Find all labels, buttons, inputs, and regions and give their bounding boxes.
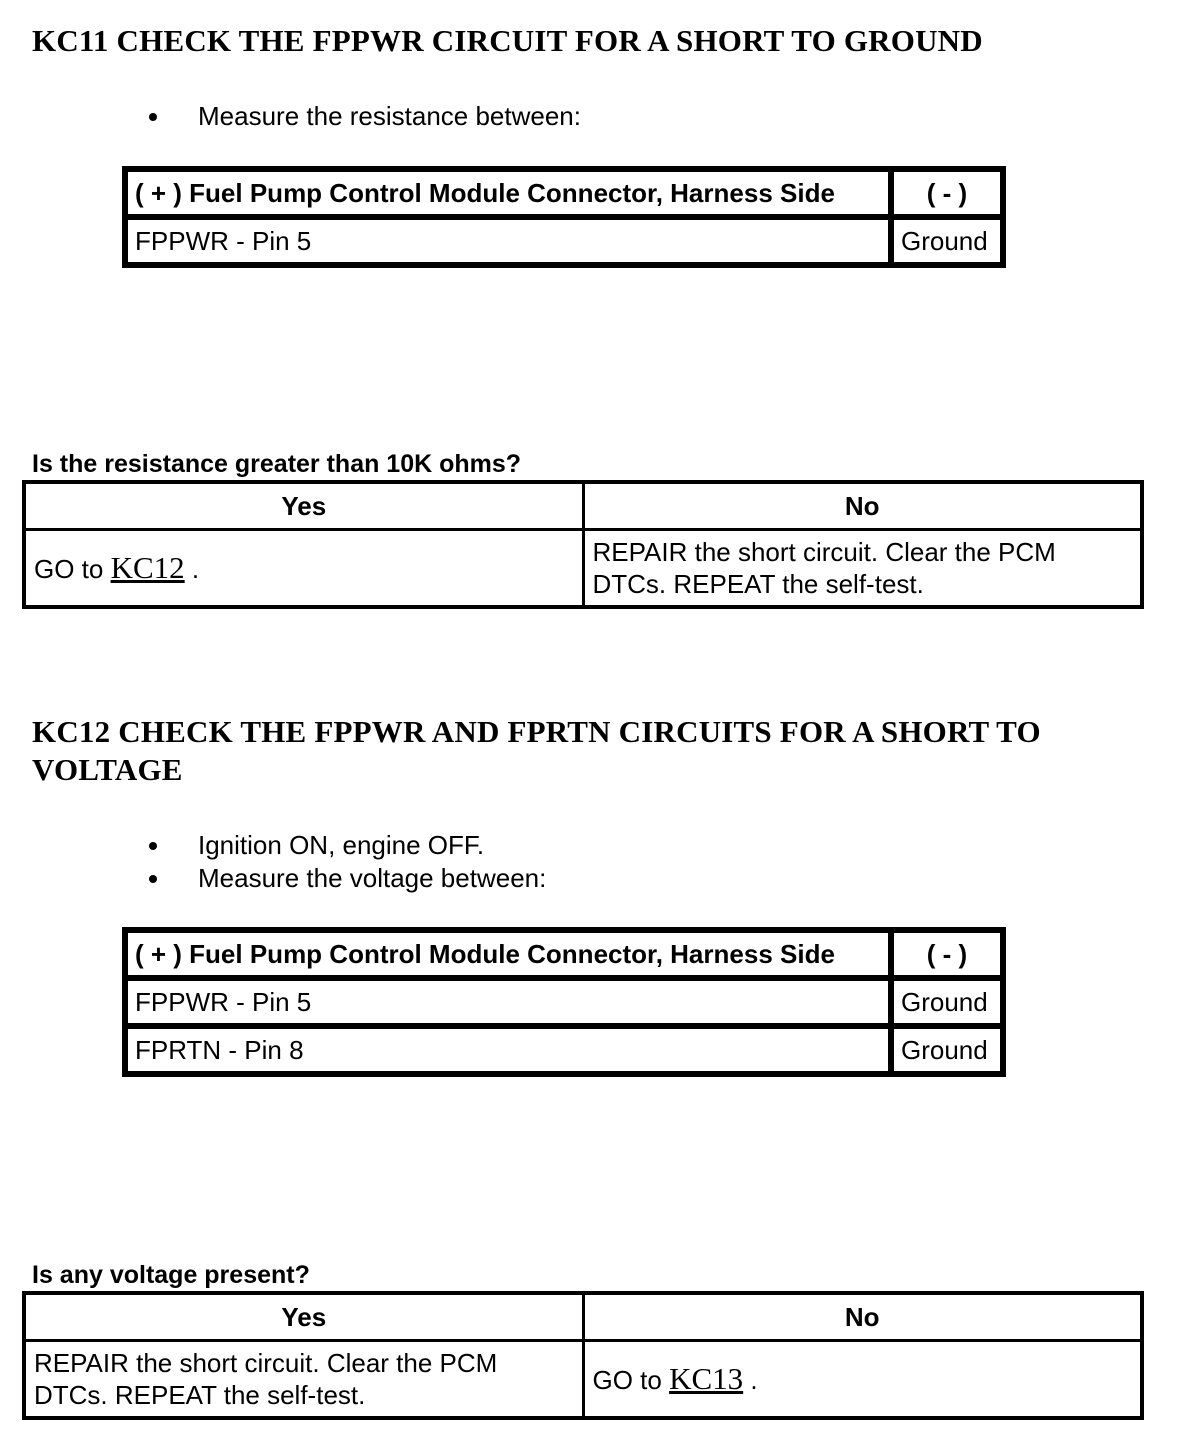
no-cell (583, 1341, 1142, 1419)
table-header-row (24, 482, 1142, 530)
no-header: No (583, 482, 1142, 530)
kc12-heading: KC12 CHECK THE FPPWR AND FPRTN CIRCUITS FOR A SHORT TO VOLTAGE (32, 714, 1041, 787)
table-cell: FPPWR - Pin 5 (125, 978, 891, 1026)
table-header-row (125, 169, 1003, 217)
period-text: . (191, 553, 200, 584)
yes-cell: REPAIR the short circuit. Clear the PCM DTCs. REPEAT the self-test. (24, 1341, 583, 1419)
bullet-icon (149, 875, 157, 883)
table-cell: Ground (891, 217, 1003, 265)
positive-lead-header: ( + ) Fuel Pump Control Module Connector, Harness Side (125, 930, 891, 978)
bullet-icon (149, 842, 157, 850)
kc12-answer-table (22, 1291, 1144, 1420)
kc12-link[interactable]: KC12 (110, 549, 185, 585)
step-item (140, 829, 546, 862)
no-header: No (583, 1293, 1142, 1341)
table-cell: Ground (891, 1026, 1003, 1074)
kc12-measurement-table (122, 927, 1006, 1077)
yes-header: Yes (24, 1293, 583, 1341)
table-row (125, 217, 1003, 265)
table-row (24, 1341, 1142, 1419)
negative-lead-header: ( - ) (891, 169, 1003, 217)
table-row (125, 978, 1003, 1026)
kc12-question: Is any voltage present? (32, 1261, 310, 1289)
period-text: . (750, 1364, 758, 1395)
positive-lead-header: ( + ) Fuel Pump Control Module Connector, Harness Side (125, 169, 891, 217)
step-text: Ignition ON, engine OFF. (198, 830, 485, 860)
kc12-step-list (140, 829, 546, 895)
yes-header: Yes (24, 482, 583, 530)
table-header-row (24, 1293, 1142, 1341)
kc11-measurement-table (122, 166, 1006, 268)
table-cell: FPPWR - Pin 5 (125, 217, 891, 265)
kc11-question: Is the resistance greater than 10K ohms? (32, 450, 522, 478)
step-text: Measure the voltage between: (198, 863, 547, 893)
kc11-heading: KC11 CHECK THE FPPWR CIRCUIT FOR A SHORT TO GROUND (32, 23, 983, 58)
negative-lead-header: ( - ) (891, 930, 1003, 978)
kc13-link[interactable]: KC13 (669, 1360, 744, 1396)
table-cell: Ground (891, 978, 1003, 1026)
table-cell: FPRTN - Pin 8 (125, 1026, 891, 1074)
step-text: Measure the resistance between: (198, 101, 581, 131)
no-cell: REPAIR the short circuit. Clear the PCM DTCs. REPEAT the self-test. (583, 530, 1142, 608)
table-row (24, 530, 1142, 608)
step-item (140, 100, 581, 133)
bullet-icon (149, 113, 157, 121)
go-to-text: GO to (34, 553, 104, 584)
go-to-text: GO to (592, 1364, 662, 1395)
kc11-step-list (140, 100, 581, 133)
yes-cell (24, 530, 583, 608)
table-header-row (125, 930, 1003, 978)
kc11-answer-table (22, 480, 1144, 609)
step-item (140, 862, 546, 895)
table-row (125, 1026, 1003, 1074)
